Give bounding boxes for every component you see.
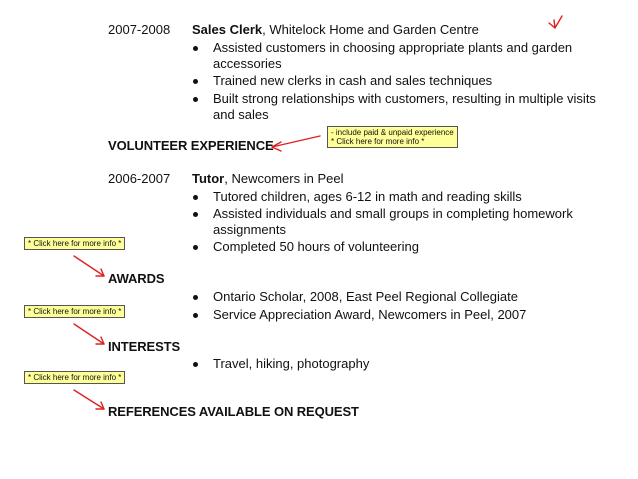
- job-date: 2007-2008: [108, 22, 171, 37]
- references-heading: REFERENCES AVAILABLE ON REQUEST: [108, 404, 359, 419]
- interests-heading: INTERESTS: [108, 339, 181, 354]
- job-employer: , Whitelock Home and Garden Centre: [262, 22, 479, 37]
- volunteer-bullet-1: Tutored children, ages 6-12 in math and reading skills: [193, 189, 522, 205]
- interests-bullet-1: Travel, hiking, photography: [193, 356, 369, 372]
- job-bullet-1: Assisted customers in choosing appropriate plants and garden accessories: [193, 40, 572, 72]
- arrow-icon: [549, 16, 562, 28]
- volunteer-employer: , Newcomers in Peel: [224, 171, 344, 186]
- interests-info-note[interactable]: * Click here for more info *: [24, 305, 125, 318]
- volunteer-info-note[interactable]: - include paid & unpaid experience * Click here for more info *: [327, 126, 458, 148]
- awards-heading: AWARDS: [108, 271, 165, 286]
- arrow-icon: [74, 256, 104, 276]
- volunteer-heading: VOLUNTEER EXPERIENCE: [108, 138, 274, 153]
- arrow-icon: [74, 324, 104, 344]
- arrow-icon: [74, 390, 104, 409]
- job-title: Sales Clerk: [192, 22, 263, 37]
- volunteer-title: Tutor: [192, 171, 225, 186]
- job-bullet-3: Built strong relationships with customers, resulting in multiple visits and sales: [193, 91, 596, 123]
- volunteer-bullet-2: Assisted individuals and small groups in completing homework assignments: [193, 206, 573, 238]
- awards-bullet-1: Ontario Scholar, 2008, East Peel Regional Collegiate: [193, 289, 518, 305]
- volunteer-date: 2006-2007: [108, 171, 171, 186]
- volunteer-bullet-3: Completed 50 hours of volunteering: [193, 239, 419, 255]
- job-bullet-2: Trained new clerks in cash and sales techniques: [193, 73, 492, 89]
- awards-bullet-2: Service Appreciation Award, Newcomers in Peel, 2007: [193, 307, 526, 323]
- arrow-icon: [272, 136, 320, 151]
- awards-info-note[interactable]: * Click here for more info *: [24, 237, 125, 250]
- references-info-note[interactable]: * Click here for more info *: [24, 371, 125, 384]
